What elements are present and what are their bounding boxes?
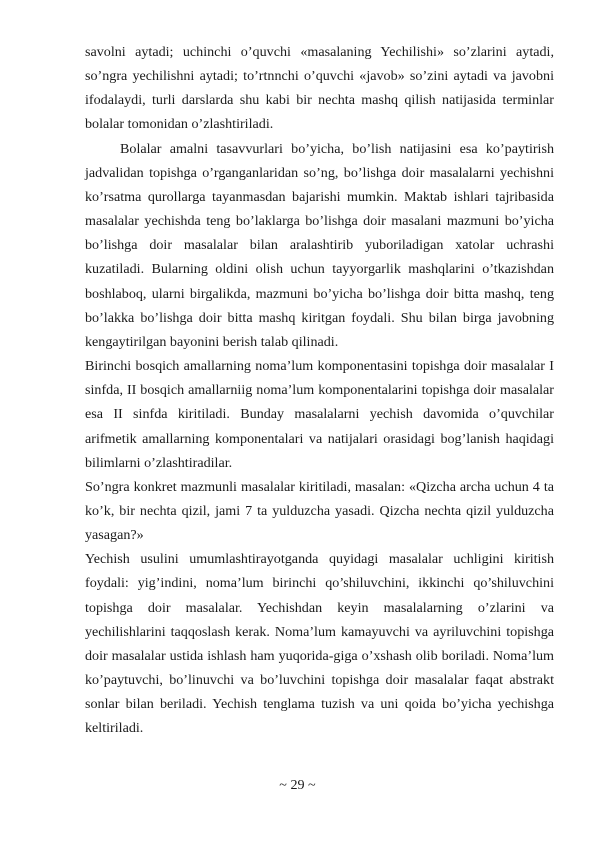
- page-number: ~ 29 ~: [279, 777, 316, 793]
- paragraph-5: Yechish usulini umumlashtirayotganda quyidagi masalalar uchligini kiritish foydali: yig’indini, noma’lum birinchi qo’shiluvchini, ikkinchi qo’shiluvchini topishga doir masalalar. Yechishdan keyin masalalarning o’zlarini va yechilishlarini taqqoslash kerak. Noma’lum kamayuvchi va ayriluvchini topishga doir masalalar ustida ishlash ham yuqorida-giga o’xshash olib boriladi. Noma’lum ko’paytuvchi, bo’linuvchi va bo’luvchini topishga doir masalalar faqat abstrakt sonlar bilan beriladi. Yechish tenglama tuzish va uni qoida bo’yicha yechishga keltiriladi.: [85, 551, 554, 737]
- body-text: [85, 40, 554, 741]
- paragraph-3: Birinchi bosqich amallarning noma’lum komponentasini topishga doir masalalar I sinfda, II bosqich amallarniig noma’lum komponentalarini topishga doir masalalar esa II sinfda kiritiladi. Bunday masalalarni yechish davomida o’quvchilar arifmetik amallarning komponentalari va natijalari orasidagi bog’lanish haqidagi bilimlarni o’zlashtiradilar.: [85, 358, 554, 471]
- paragraph-2: Bolalar amalni tasavvurlari bo’yicha, bo’lish natijasini esa ko’paytirish jadvalidan topishga o’rganganlaridan so’ng, bo’lishga doir masalalarni yechishni ko’rsatma qurollarga tayanmasdan bajarishi mumkin. Maktab ishlari tajribasida masalalar yechishda teng bo’laklarga bo’lishga doir masalani mazmuni bo’yicha bo’lishga doir masalalar bilan aralashtirib yuboriladigan xatolar uchrashi kuzatiladi. Bularning oldini olish uchun tayyorgarlik mashqlarini o’tkazishdan boshlaboq, ularni birgalikda, mazmuni bo’yicha bo’lishga doir bitta mashq, teng bo’lakka bo’lishga doir bitta mashq kiritgan foydali. Shu bilan birga javobning kengaytirilgan bayonini berish talab qilinadi.: [85, 140, 554, 350]
- paragraph-1: savolni aytadi; uchinchi o’quvchi «masalaning Yechilishi» so’zlarini aytadi, so’ngra yechilishni aytadi; to’rtnnchi o’quvchi «javob» so’zini aytadi va javobni ifodalaydi, turli darslarda shu kabi bir nechta mashq qilish natijasida terminlar bolalar tomonidan o’zlashtiriladi.: [85, 44, 554, 133]
- paragraph-4: So’ngra konkret mazmunli masalalar kiritiladi, masalan: «Qizcha archa uchun 4 ta ko’k, bir nechta qizil, jami 7 ta yulduzcha yasadi. Qizcha nechta qizil yulduzcha yasagan?»: [85, 478, 554, 544]
